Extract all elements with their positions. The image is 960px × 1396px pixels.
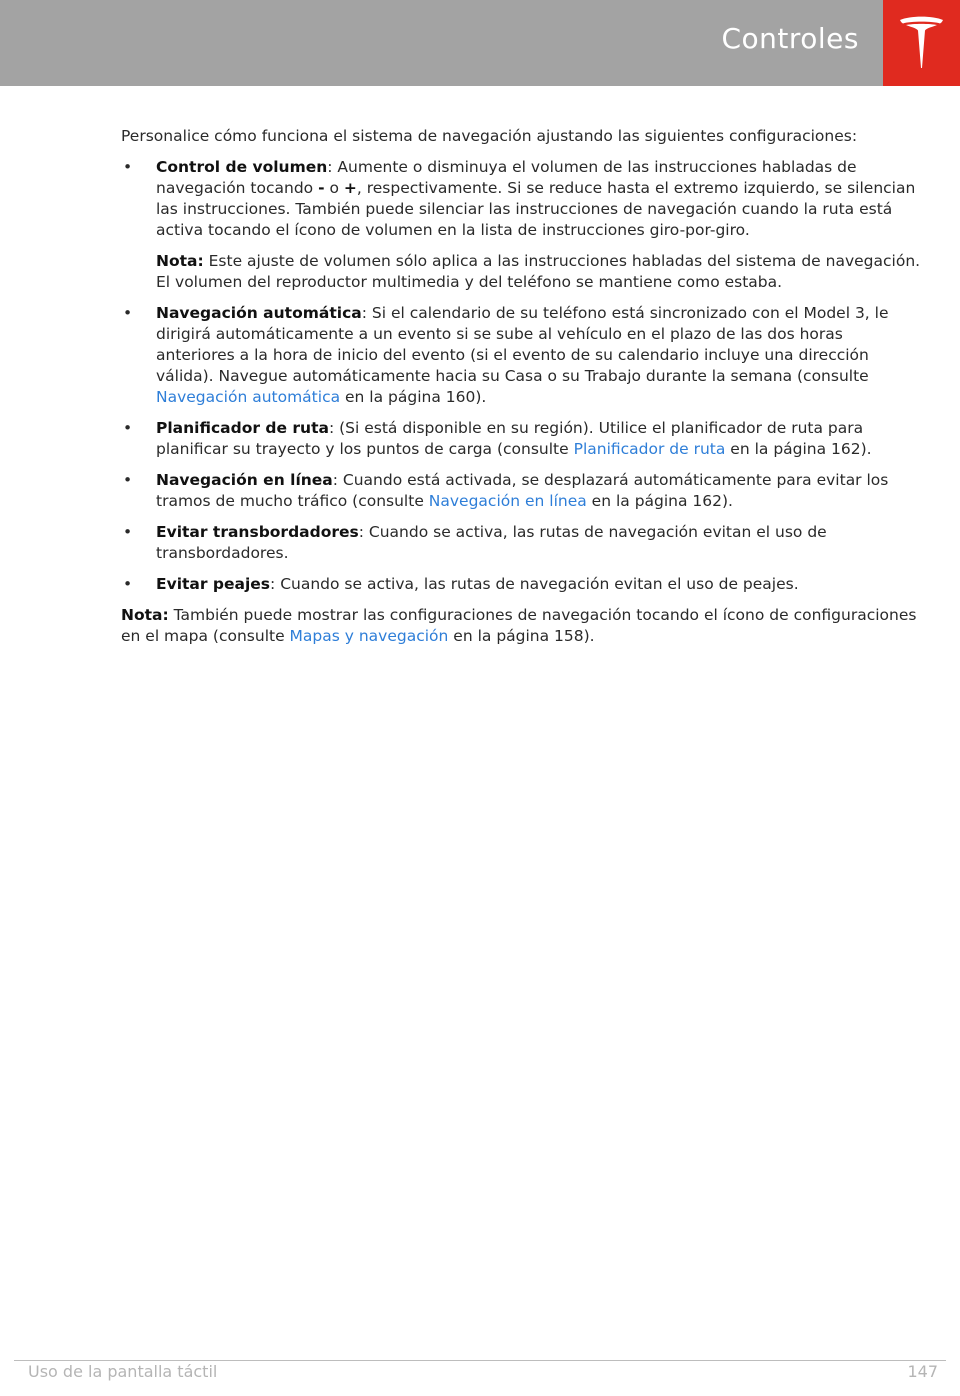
footer-section-title: Uso de la pantalla táctil xyxy=(28,1362,218,1381)
link-mapas-y-navegacion[interactable]: Mapas y navegación xyxy=(289,627,449,645)
plus-symbol: + xyxy=(343,179,357,197)
item-text: , respectivamente. Si se reduce hasta el extremo izquierdo, se silencian las instrucciones. También puede silenciar las instrucciones de navegación cuando la ruta está activa tocando el ícono de volumen en la lista de instrucciones giro-por-giro. xyxy=(156,179,916,239)
list-item xyxy=(121,470,921,512)
link-planificador-de-ruta[interactable]: Planificador de ruta xyxy=(573,440,726,458)
item-text: : (Si está disponible en su región). Utilice el planificador de ruta para planificar su trayecto y los puntos de carga (consulte xyxy=(156,419,864,458)
item-paragraph xyxy=(156,574,921,595)
item-paragraph xyxy=(156,303,921,408)
item-text: : Cuando se activa, las rutas de navegación evitan el uso de transbordadores. xyxy=(156,523,827,562)
page-header-band xyxy=(0,0,883,86)
bullet: • xyxy=(123,523,133,541)
bullet: • xyxy=(123,575,133,593)
item-term: Evitar peajes xyxy=(156,575,271,593)
item-term: Control de volumen xyxy=(156,158,328,176)
footer-divider xyxy=(14,1360,946,1361)
item-paragraph xyxy=(156,157,921,241)
bullet: • xyxy=(123,158,133,176)
minus-symbol: - xyxy=(318,179,325,197)
list-item xyxy=(121,157,921,293)
item-text: : Si el calendario de su teléfono está sincronizado con el Model 3, le dirigirá automáticamente a un evento si se sube al vehículo en el plazo de las dos horas anteriores a la hora de inicio del evento (si el evento de su calendario incluye una dirección válida). Navegue automáticamente hacia su Casa o su Trabajo durante la semana (consulte xyxy=(156,304,889,385)
main-content xyxy=(121,126,921,647)
note-label: Nota: xyxy=(121,606,169,624)
bullet: • xyxy=(123,471,133,489)
item-text: en la página 160). xyxy=(340,388,487,406)
item-paragraph xyxy=(156,470,921,512)
page-number: 147 xyxy=(907,1362,938,1381)
item-text: o xyxy=(324,179,344,197)
link-navegacion-automatica[interactable]: Navegación automática xyxy=(156,388,341,406)
settings-list xyxy=(121,157,921,595)
item-term: Evitar transbordadores xyxy=(156,523,359,541)
item-paragraph xyxy=(156,418,921,460)
note-text: También puede mostrar las configuraciones de navegación tocando el ícono de configuraciones en el mapa (consulte xyxy=(121,606,917,645)
list-item xyxy=(121,418,921,460)
item-term: Planificador de ruta xyxy=(156,419,329,437)
item-term: Navegación en línea xyxy=(156,471,333,489)
brand-logo-box xyxy=(883,0,960,86)
item-text: : Aumente o disminuya el volumen de las instrucciones habladas de navegación tocando xyxy=(156,158,857,197)
list-item xyxy=(121,522,921,564)
note-text: en la página 158). xyxy=(448,627,595,645)
note-text: Este ajuste de volumen sólo aplica a las instrucciones habladas del sistema de navegación. El volumen del reproductor multimedia y del teléfono se mantiene como estaba. xyxy=(156,252,921,291)
item-text: : Cuando está activada, se desplazará automáticamente para evitar los tramos de mucho tráfico (consulte xyxy=(156,471,889,510)
list-item xyxy=(121,303,921,408)
bullet: • xyxy=(123,304,133,322)
list-item xyxy=(121,574,921,595)
final-note xyxy=(121,605,921,647)
volume-note xyxy=(156,251,921,293)
item-text: en la página 162). xyxy=(725,440,872,458)
item-paragraph xyxy=(156,522,921,564)
tesla-logo-icon xyxy=(898,14,945,70)
intro-paragraph: Personalice cómo funciona el sistema de navegación ajustando las siguientes configuraciones: xyxy=(121,127,858,145)
link-navegacion-en-linea[interactable]: Navegación en línea xyxy=(428,492,587,510)
bullet: • xyxy=(123,419,133,437)
item-text: : Cuando se activa, las rutas de navegación evitan el uso de peajes. xyxy=(270,575,799,593)
note-label: Nota: xyxy=(156,252,204,270)
item-text: en la página 162). xyxy=(586,492,733,510)
item-term: Navegación automática xyxy=(156,304,362,322)
page-title: Controles xyxy=(721,22,859,55)
